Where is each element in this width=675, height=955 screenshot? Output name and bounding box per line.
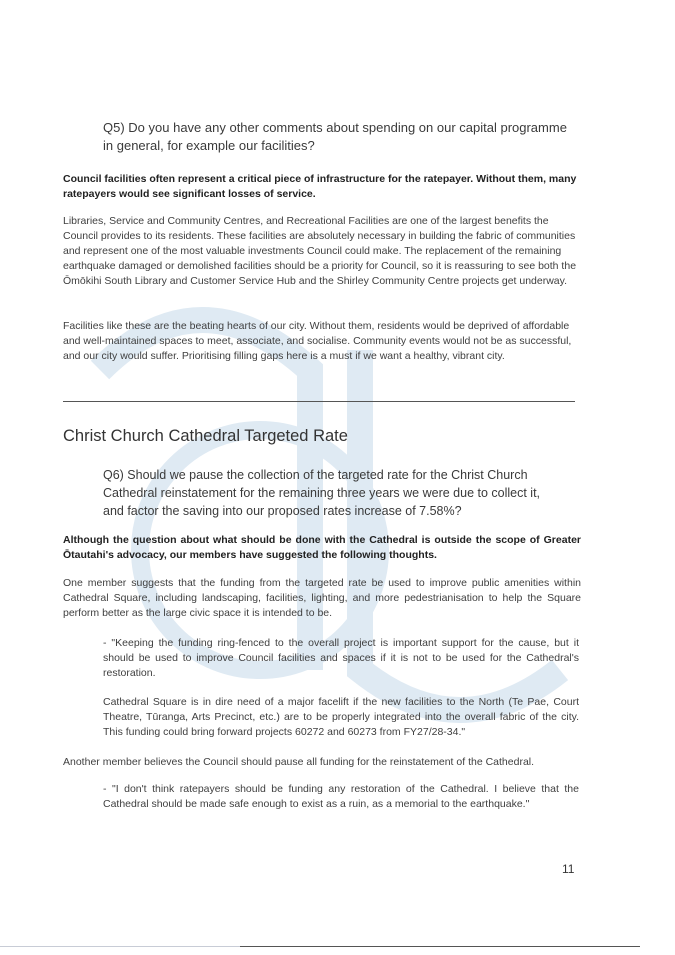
cathedral-paragraph-1: One member suggests that the funding from the targeted rate be used to improve public amenities within Cathedral Square, including landscaping, facilities, lighting, and more pedestrianisation to help the Square perform better as the large civic space it is intended to be. bbox=[63, 577, 581, 619]
section-heading: Christ Church Cathedral Targeted Rate bbox=[63, 427, 348, 445]
member-quote-1-continued: Cathedral Square is in dire need of a major facelift if the new facilities to the North (Te Pae, Court Theatre, Tūranga, Arts Precinct, etc.) are to be properly integrated into the overall fabric of the city. This funding could bring forward projects 60272 and 60273 from FY27/28-34." bbox=[103, 696, 579, 738]
footer-line-right bbox=[240, 946, 640, 947]
facilities-lead: Council facilities often represent a critical piece of infrastructure for the ratepayer. Without them, many ratepayers would see significant losses of service. bbox=[63, 173, 577, 200]
section-divider bbox=[63, 401, 575, 402]
question-6: Q6) Should we pause the collection of the targeted rate for the Christ Church Cathedral reinstatement for the remaining three years we were due to collect it, and factor the saving into our proposed rates increase of 7.58%? bbox=[103, 468, 541, 518]
facilities-paragraph-2: Facilities like these are the beating hearts of our city. Without them, residents would be deprived of affordable and well-maintained spaces to meet, associate, and socialise. Community events would not be as successful, and our city would suffer. Prioritising filling gaps here is a must if we want a healthy, vibrant city. bbox=[63, 320, 572, 362]
question-5: Q5) Do you have any other comments about spending on our capital programme in general, for example our facilities? bbox=[103, 120, 567, 153]
cathedral-paragraph-2: Another member believes the Council should pause all funding for the reinstatement of the Cathedral. bbox=[63, 756, 535, 768]
member-quote-2: - "I don't think ratepayers should be funding any restoration of the Cathedral. I believe that the Cathedral should be made safe enough to exist as a ruin, as a memorial to the earthquake." bbox=[103, 783, 579, 810]
member-quote-1: - "Keeping the funding ring-fenced to the overall project is important support for the cause, but it should be used to improve Council facilities and spaces if it is not to be used for the Cathedral's restoration. bbox=[103, 637, 579, 679]
page-number: 11 bbox=[562, 862, 575, 876]
footer-line-left bbox=[0, 946, 240, 947]
facilities-paragraph-1: Libraries, Service and Community Centres, and Recreational Facilities are one of the largest benefits the Council provides to its residents. These facilities are absolutely necessary in building the fabric of communities and represent one of the most valuable investments Council could make. The replacement of the remaining earthquake damaged or demolished facilities should be a priority for Council, so it is reassuring to see both the Ōmōkihi South Library and Customer Service Hub and the Shirley Community Centre projects get underway. bbox=[63, 215, 577, 287]
cathedral-lead: Although the question about what should be done with the Cathedral is outside the scope of Greater Ōtautahi's advocacy, our members have suggested the following thoughts. bbox=[63, 534, 581, 561]
